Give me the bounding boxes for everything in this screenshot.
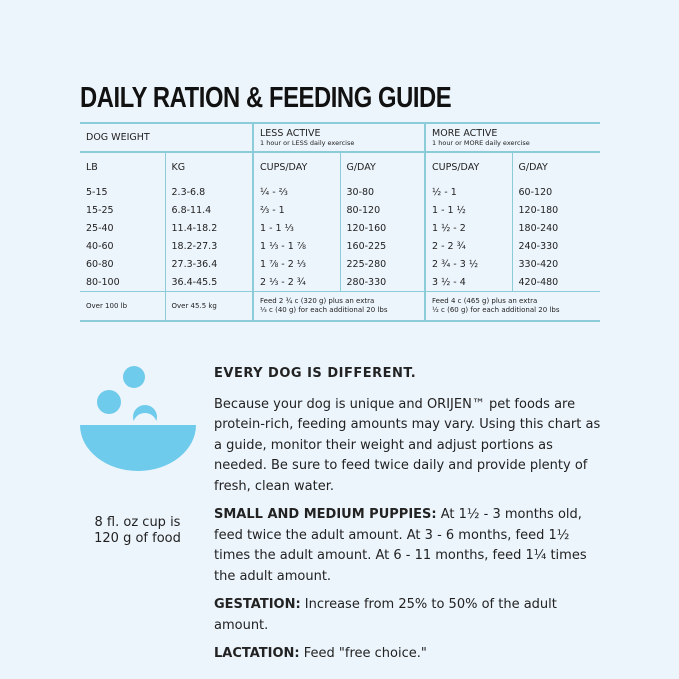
puppies-label: SMALL AND MEDIUM PUPPIES: xyxy=(214,507,437,522)
column-header: CUPS/DAY xyxy=(253,152,340,181)
table-cell: 25-40 xyxy=(86,222,114,234)
table-cell: 225-280 xyxy=(340,255,425,273)
table-cell: 36.4-45.5 xyxy=(165,273,253,292)
table-row xyxy=(80,255,600,273)
more-active-sub: 1 hour or MORE daily exercise xyxy=(432,139,530,147)
table-cell: 30-80 xyxy=(340,181,425,201)
table-cell: 180-240 xyxy=(512,219,600,237)
table-cell: 120-180 xyxy=(512,201,600,219)
table-cell: 330-420 xyxy=(512,255,600,273)
lactation-note xyxy=(214,644,602,665)
caption-line-2: 120 g of food xyxy=(94,531,181,546)
table-cell: 1 ⅓ - 1 ⅞ xyxy=(253,237,340,255)
gestation-note xyxy=(214,595,602,636)
table-row xyxy=(80,219,600,237)
column-header: LB xyxy=(80,152,165,181)
table-cell: 120-160 xyxy=(340,219,425,237)
more-active-header xyxy=(425,123,600,152)
notes-paragraph: Because your dog is unique and ORIJEN™ pet foods are protein-rich, feeding amounts may vary. Using this chart as a guide, monitor their weight and adjust portions as needed. Be sure to feed twice daily and provide plenty of fresh, clean water. xyxy=(214,396,601,494)
table-cell: 160-225 xyxy=(340,237,425,255)
puppies-note xyxy=(214,505,602,587)
table-cell: 60-120 xyxy=(512,181,600,201)
over-more-line-2: ½ c (60 g) for each additional 20 lbs xyxy=(432,306,560,314)
table-cell: 1 - 1 ⅓ xyxy=(253,219,340,237)
table-cell: 2 - 2 ¾ xyxy=(425,237,512,255)
gestation-text: Increase from 25% to 50% of the adult amount. xyxy=(214,597,557,633)
table-cell: 280-330 xyxy=(340,273,425,292)
group-header-row xyxy=(80,123,600,152)
less-active-label: LESS ACTIVE xyxy=(260,128,321,139)
more-active-label: MORE ACTIVE xyxy=(432,128,498,139)
feeding-table xyxy=(80,122,600,322)
table-row xyxy=(80,181,600,201)
table-cell: ¼ - ⅔ xyxy=(253,181,340,201)
table-cell: 2 ¾ - 3 ½ xyxy=(425,255,512,273)
over-less-active-cell xyxy=(253,292,425,322)
puppies-text: At 1½ - 3 months old, feed twice the adult amount. At 3 - 6 months, feed 1½ times the adult amount. At 6 - 11 months, feed 1¼ times the adult amount. xyxy=(214,507,587,584)
table-cell: ½ - 1 xyxy=(425,181,512,201)
table-cell: 2.3-6.8 xyxy=(165,181,253,201)
table-cell: 15-25 xyxy=(86,204,114,216)
table-cell: 11.4-18.2 xyxy=(165,219,253,237)
table-row xyxy=(80,273,600,292)
dog-weight-header: DOG WEIGHT xyxy=(80,123,253,152)
column-header: G/DAY xyxy=(512,152,600,181)
over-less-line-1: Feed 2 ¾ c (320 g) plus an extra xyxy=(260,297,375,305)
bowl-with-food-balls-icon xyxy=(78,355,198,475)
column-header-row xyxy=(80,152,600,181)
column-header: G/DAY xyxy=(340,152,425,181)
caption-line-1: 8 fl. oz cup is xyxy=(94,515,181,530)
table-cell: 27.3-36.4 xyxy=(165,255,253,273)
feeding-notes xyxy=(214,364,602,673)
table-cell: 3 ½ - 4 xyxy=(425,273,512,292)
less-active-header xyxy=(253,123,425,152)
table-cell: 1 - 1 ½ xyxy=(425,201,512,219)
lactation-text: Feed "free choice." xyxy=(299,646,427,661)
table-cell: 80-100 xyxy=(86,276,120,288)
cup-caption xyxy=(80,515,195,547)
over-less-line-2: ⅓ c (40 g) for each additional 20 lbs xyxy=(260,306,388,314)
over-more-line-1: Feed 4 c (465 g) plus an extra xyxy=(432,297,538,305)
column-header: CUPS/DAY xyxy=(425,152,512,181)
table-cell: 60-80 xyxy=(86,258,114,270)
page-title: DAILY RATION & FEEDING GUIDE xyxy=(80,82,452,114)
over-lb-cell: Over 100 lb xyxy=(80,292,165,322)
over-more-active-cell xyxy=(425,292,600,322)
lactation-label: LACTATION: xyxy=(214,646,300,661)
table-cell: 80-120 xyxy=(340,201,425,219)
over-100-row xyxy=(80,292,600,322)
table-cell: 420-480 xyxy=(512,273,600,292)
table-cell: 2 ⅓ - 2 ¾ xyxy=(253,273,340,292)
table-row xyxy=(80,201,600,219)
table-row xyxy=(80,237,600,255)
over-kg-cell: Over 45.5 kg xyxy=(165,292,253,322)
table-cell: 1 ⅞ - 2 ⅓ xyxy=(253,255,340,273)
table-cell: 18.2-27.3 xyxy=(165,237,253,255)
table-cell: 1 ½ - 2 xyxy=(425,219,512,237)
notes-heading: EVERY DOG IS DIFFERENT. xyxy=(214,366,417,381)
gestation-label: GESTATION: xyxy=(214,597,301,612)
table-cell: ⅔ - 1 xyxy=(253,201,340,219)
less-active-sub: 1 hour or LESS daily exercise xyxy=(260,139,355,147)
table-cell: 5-15 xyxy=(86,186,108,198)
table-cell: 240-330 xyxy=(512,237,600,255)
table-cell: 40-60 xyxy=(86,240,114,252)
table-cell: 6.8-11.4 xyxy=(165,201,253,219)
column-header: KG xyxy=(165,152,253,181)
